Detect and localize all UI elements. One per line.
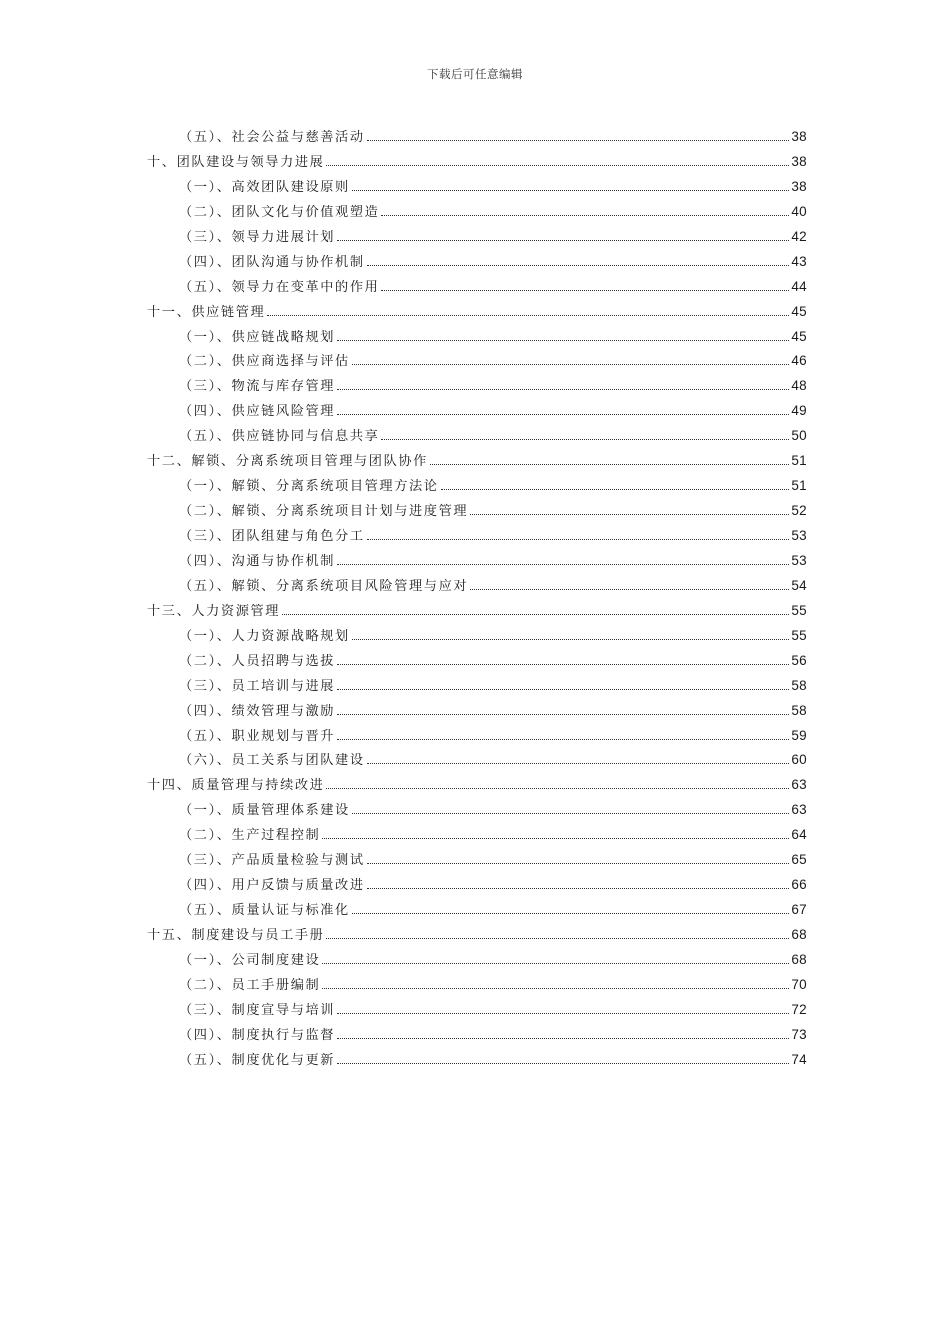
toc-dot-leader	[367, 863, 790, 864]
toc-dot-leader	[322, 988, 789, 989]
toc-entry-title: 十二、解锁、分离系统项目管理与团队协作	[147, 454, 428, 470]
toc-dot-leader	[337, 564, 789, 565]
toc-section-entry[interactable]	[147, 525, 807, 550]
toc-page-number: 44	[791, 278, 807, 294]
toc-page-number: 46	[791, 353, 807, 369]
toc-entry-title: （三）、员工培训与进展	[179, 678, 336, 694]
toc-chapter-entry[interactable]	[147, 450, 807, 475]
toc-page-number: 63	[791, 777, 807, 793]
toc-dot-leader	[326, 165, 789, 166]
toc-chapter-entry[interactable]	[147, 151, 807, 176]
toc-entry-title: （四）、制度执行与监督	[179, 1027, 336, 1043]
toc-page-number: 43	[791, 253, 807, 269]
toc-dot-leader	[430, 464, 789, 465]
toc-page-number: 45	[791, 328, 807, 344]
toc-entry-title: （一）、质量管理体系建设	[179, 803, 350, 819]
toc-section-entry[interactable]	[147, 849, 807, 874]
toc-section-entry[interactable]	[147, 999, 807, 1024]
toc-entry-title: （一）、人力资源战略规划	[179, 628, 350, 644]
toc-page-number: 68	[791, 951, 807, 967]
toc-entry-title: （四）、沟通与协作机制	[179, 553, 336, 569]
toc-section-entry[interactable]	[147, 725, 807, 750]
toc-page-number: 58	[791, 677, 807, 693]
toc-entry-title: （二）、员工手册编制	[179, 977, 321, 993]
toc-dot-leader	[337, 240, 789, 241]
toc-dot-leader	[326, 938, 789, 939]
toc-page-number: 63	[791, 802, 807, 818]
toc-chapter-entry[interactable]	[147, 774, 807, 799]
toc-entry-title: （三）、团队组建与角色分工	[179, 529, 365, 544]
toc-dot-leader	[367, 140, 790, 141]
toc-entry-title: 十五、制度建设与员工手册	[147, 928, 325, 943]
toc-entry-title: 十、团队建设与领导力进展	[147, 154, 325, 170]
toc-dot-leader	[381, 215, 789, 216]
toc-entry-title: （五）、领导力在变革中的作用	[179, 279, 380, 295]
toc-section-entry[interactable]	[147, 425, 807, 450]
toc-page-number: 38	[791, 178, 807, 194]
toc-page-number: 66	[791, 877, 807, 893]
toc-page-number: 51	[791, 478, 807, 494]
toc-entry-title: （一）、解锁、分离系统项目管理方法论	[179, 479, 439, 495]
toc-dot-leader	[352, 913, 790, 914]
toc-section-entry[interactable]	[147, 700, 807, 725]
toc-entry-title: （四）、团队沟通与协作机制	[179, 254, 365, 270]
toc-dot-leader	[352, 364, 790, 365]
toc-entry-title: （四）、供应链风险管理	[179, 404, 336, 420]
toc-entry-title: （一）、高效团队建设原则	[179, 179, 350, 195]
toc-page-number: 60	[791, 752, 807, 768]
toc-dot-leader	[267, 315, 789, 316]
toc-dot-leader	[322, 838, 789, 839]
toc-section-entry[interactable]	[147, 375, 807, 400]
toc-dot-leader	[441, 489, 790, 490]
toc-entry-title: （二）、生产过程控制	[179, 828, 321, 844]
toc-page-number: 53	[791, 528, 807, 543]
toc-page-number: 52	[791, 503, 807, 519]
toc-entry-title: （三）、产品质量检验与测试	[179, 853, 365, 869]
toc-dot-leader	[337, 389, 789, 390]
toc-section-entry[interactable]	[147, 176, 807, 201]
page-header: 下载后可任意编辑	[427, 67, 523, 81]
toc-entry-title: （四）、用户反馈与质量改进	[179, 878, 365, 894]
toc-entry-title: （五）、供应链协同与信息共享	[179, 429, 380, 445]
toc-entry-title: （五）、职业规划与晋升	[179, 728, 336, 744]
toc-entry-title: （四）、绩效管理与激励	[179, 703, 336, 719]
toc-dot-leader	[322, 963, 789, 964]
toc-dot-leader	[367, 763, 790, 764]
toc-entry-title: （一）、公司制度建设	[179, 952, 321, 968]
toc-entry-title: （三）、制度宣导与培训	[179, 1002, 336, 1018]
toc-page-number: 67	[791, 902, 807, 918]
toc-dot-leader	[352, 813, 790, 814]
toc-section-entry[interactable]	[147, 251, 807, 276]
toc-page-number: 73	[791, 1026, 807, 1042]
toc-section-entry[interactable]	[147, 949, 807, 974]
toc-section-entry[interactable]	[147, 1049, 807, 1074]
toc-entry-title: （六）、员工关系与团队建设	[179, 753, 365, 769]
toc-dot-leader	[337, 689, 789, 690]
toc-dot-leader	[337, 414, 789, 415]
toc-section-entry[interactable]	[147, 126, 807, 151]
toc-page-number: 54	[791, 577, 807, 593]
toc-dot-leader	[337, 1063, 789, 1064]
toc-entry-title: （五）、制度优化与更新	[179, 1052, 336, 1068]
toc-entry-title: （三）、物流与库存管理	[179, 379, 336, 395]
toc-entry-title: 十一、供应链管理	[147, 304, 266, 320]
toc-section-entry[interactable]	[147, 824, 807, 849]
toc-section-entry[interactable]	[147, 475, 807, 500]
toc-section-entry[interactable]	[147, 749, 807, 774]
toc-page-number: 70	[791, 976, 807, 992]
toc-section-entry[interactable]	[147, 899, 807, 924]
toc-page-number: 58	[791, 702, 807, 718]
toc-dot-leader	[326, 788, 789, 789]
toc-entry-title: （二）、供应商选择与评估	[179, 354, 350, 370]
toc-dot-leader	[337, 739, 789, 740]
toc-chapter-entry[interactable]	[147, 924, 807, 949]
toc-page-number: 45	[791, 303, 807, 319]
toc-dot-leader	[337, 1013, 789, 1014]
toc-page-number: 65	[791, 852, 807, 868]
toc-dot-leader	[337, 664, 789, 665]
toc-entry-title: （五）、社会公益与慈善活动	[179, 130, 365, 145]
toc-page-number: 56	[791, 652, 807, 668]
toc-page-number: 48	[791, 378, 807, 394]
toc-page-number: 49	[791, 403, 807, 419]
toc-section-entry[interactable]	[147, 650, 807, 675]
toc-dot-leader	[381, 439, 789, 440]
toc-dot-leader	[337, 1038, 789, 1039]
toc-section-entry[interactable]	[147, 799, 807, 824]
toc-entry-title: （五）、解锁、分离系统项目风险管理与应对	[179, 578, 469, 594]
toc-section-entry[interactable]	[147, 675, 807, 700]
toc-entry-title: （二）、团队文化与价值观塑造	[179, 204, 380, 220]
toc-page-number: 55	[791, 627, 807, 643]
toc-page-number: 53	[791, 552, 807, 568]
toc-dot-leader	[470, 589, 789, 590]
toc-page-number: 38	[791, 129, 807, 144]
toc-section-entry[interactable]	[147, 575, 807, 600]
toc-chapter-entry[interactable]	[147, 600, 807, 625]
toc-page-number: 74	[791, 1051, 807, 1067]
toc-page-number: 50	[791, 428, 807, 444]
toc-section-entry[interactable]	[147, 276, 807, 301]
toc-dot-leader	[337, 340, 789, 341]
toc-section-entry[interactable]	[147, 625, 807, 650]
toc-section-entry[interactable]	[147, 400, 807, 425]
toc-dot-leader	[367, 539, 790, 540]
toc-dot-leader	[352, 190, 790, 191]
toc-entry-title: （三）、领导力进展计划	[179, 229, 336, 245]
toc-entry-title: （二）、人员招聘与选拔	[179, 653, 336, 669]
toc-dot-leader	[352, 639, 790, 640]
toc-dot-leader	[470, 514, 789, 515]
toc-dot-leader	[381, 290, 789, 291]
toc-section-entry[interactable]	[147, 1024, 807, 1049]
toc-section-entry[interactable]	[147, 874, 807, 899]
toc-page-number: 55	[791, 602, 807, 618]
toc-section-entry[interactable]	[147, 326, 807, 351]
toc-page-number: 68	[791, 927, 807, 942]
toc-entry-title: 十四、质量管理与持续改进	[147, 778, 325, 794]
toc-page-number: 42	[791, 228, 807, 244]
toc-section-entry[interactable]	[147, 974, 807, 999]
toc-entry-title: 十三、人力资源管理	[147, 603, 281, 619]
table-of-contents	[147, 126, 807, 1074]
toc-page-number: 51	[791, 453, 807, 469]
toc-section-entry[interactable]	[147, 350, 807, 375]
toc-chapter-entry[interactable]	[147, 301, 807, 326]
toc-section-entry[interactable]	[147, 500, 807, 525]
toc-dot-leader	[282, 614, 789, 615]
toc-page-number: 59	[791, 727, 807, 743]
toc-section-entry[interactable]	[147, 226, 807, 251]
toc-entry-title: （一）、供应链战略规划	[179, 329, 336, 345]
toc-entry-title: （二）、解锁、分离系统项目计划与进度管理	[179, 504, 469, 520]
toc-dot-leader	[337, 714, 789, 715]
toc-page-number: 64	[791, 827, 807, 843]
toc-page-number: 40	[791, 203, 807, 219]
toc-section-entry[interactable]	[147, 550, 807, 575]
toc-dot-leader	[367, 888, 790, 889]
toc-dot-leader	[367, 265, 790, 266]
toc-section-entry[interactable]	[147, 201, 807, 226]
toc-page-number: 72	[791, 1001, 807, 1017]
toc-page-number: 38	[791, 153, 807, 169]
toc-entry-title: （五）、质量认证与标准化	[179, 903, 350, 919]
